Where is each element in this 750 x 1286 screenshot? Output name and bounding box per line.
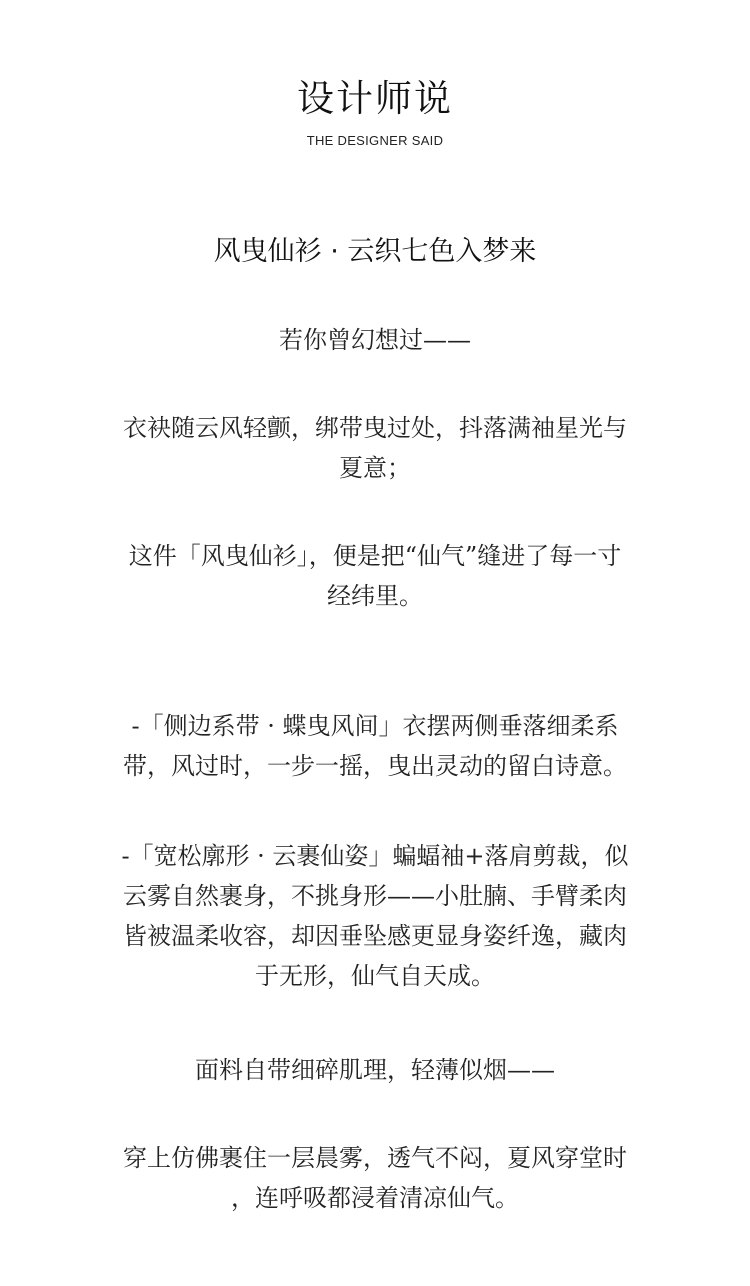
paragraph-sleeves: 衣袂随云风轻颤，绑带曳过处，抖落满袖星光与 夏意； [123, 414, 627, 482]
paragraph-breathable: 穿上仿佛裹住一层晨雾，透气不闷，夏风穿堂时 ，连呼吸都浸着清凉仙气。 [123, 1144, 627, 1212]
paragraph-product: 这件「风曳仙衫」，便是把“仙气”缝进了每一寸 经纬里。 [128, 542, 622, 610]
paragraph-intro: 若你曾幻想过—— [279, 326, 471, 354]
paragraph-loose-fit: -「宽松廓形 · 云裹仙姿」蝙蝠袖+落肩剪裁，似 云雾自然裹身，不挑身形——小肚腩、手臂柔肉 皆被温柔收容，却因垂坠感更显身姿纤逸，藏肉 于无形，仙气自天成。 [121, 842, 629, 990]
section-title: 设计师说 [297, 77, 453, 120]
article-headline: 风曳仙衫 · 云织七色入梦来 [213, 236, 537, 267]
paragraph-side-ties: -「侧边系带 · 蝶曳风间」衣摆两侧垂落细柔系 带，风过时，一步一摇，曳出灵动的留白诗意。 [123, 712, 627, 780]
paragraph-fabric: 面料自带细碎肌理，轻薄似烟—— [195, 1056, 555, 1084]
section-subtitle: THE DESIGNER SAID [306, 133, 444, 148]
